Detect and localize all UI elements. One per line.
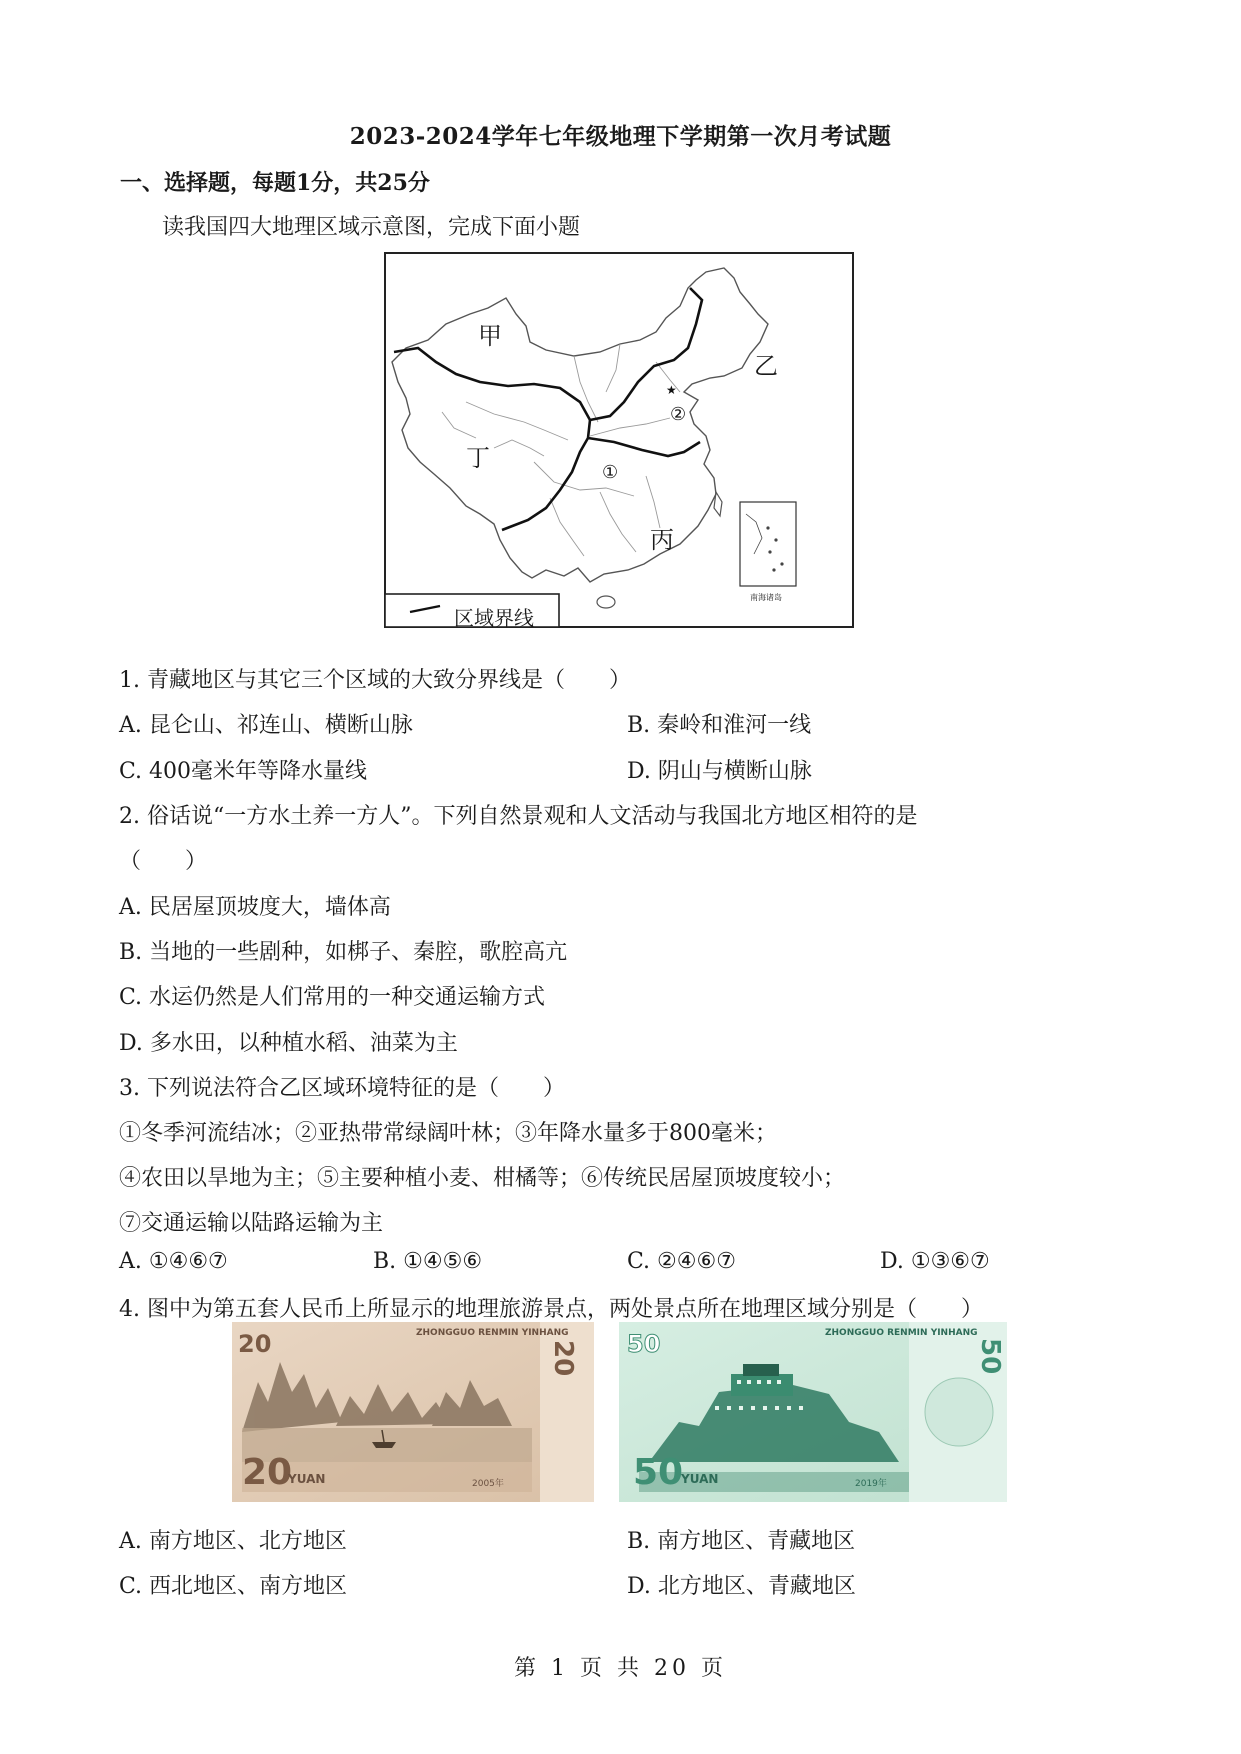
question-2-option-c: C. 水运仍然是人们常用的一种交通运输方式: [119, 985, 546, 1010]
marker-one: ①: [602, 462, 619, 483]
banknote-50-bank-name: ZHONGGUO RENMIN YINHANG: [825, 1328, 978, 1338]
legend-label: 区域界线: [454, 606, 534, 630]
page-title: 2023-2024学年七年级地理下学期第一次月考试题: [349, 123, 892, 150]
banknote-20-unit: YUAN: [288, 1472, 326, 1486]
region-label-jia: 甲: [478, 322, 502, 350]
question-4-option-a: A. 南方地区、北方地区: [119, 1529, 347, 1554]
question-3-statement-1: ①冬季河流结冰；②亚热带常绿阔叶林；③年降水量多于800毫米；: [119, 1121, 777, 1146]
intro-text: 读我国四大地理区域示意图，完成下面小题: [162, 215, 581, 240]
question-4-option-b: B. 南方地区、青藏地区: [627, 1529, 856, 1554]
question-3-option-d: D. ①③⑥⑦: [880, 1249, 990, 1274]
banknote-50-denomination-side: 50: [975, 1338, 1005, 1375]
question-3-option-b: B. ①④⑤⑥: [373, 1249, 483, 1274]
question-1-option-a: A. 昆仑山、祁连山、横断山脉: [119, 713, 413, 738]
banknote-20-denomination-top: 20: [238, 1330, 272, 1358]
banknote-50-unit: YUAN: [681, 1472, 719, 1486]
question-3-option-c: C. ②④⑥⑦: [627, 1249, 736, 1274]
banknote-20-bank-name: ZHONGGUO RENMIN YINHANG: [416, 1328, 569, 1338]
region-label-yi: 乙: [754, 352, 778, 380]
question-3-stem: 3. 下列说法符合乙区域环境特征的是（ ）: [119, 1076, 565, 1101]
question-2-stem-continued: （ ）: [119, 849, 208, 874]
question-3-option-a: A. ①④⑥⑦: [119, 1249, 228, 1274]
banknote-50-yuan: [619, 1322, 1007, 1502]
question-4-option-c: C. 西北地区、南方地区: [119, 1574, 348, 1599]
banknote-20-year: 2005年: [472, 1479, 504, 1489]
question-2-option-b: B. 当地的一些剧种，如梆子、秦腔，歌腔高亢: [119, 940, 568, 965]
banknote-20-denomination-side: 20: [548, 1340, 578, 1377]
question-1-stem: 1. 青藏地区与其它三个区域的大致分界线是（ ）: [119, 668, 631, 693]
banknote-20-denomination-large: 20: [242, 1452, 293, 1493]
question-2-option-a: A. 民居屋顶坡度大，墙体高: [119, 895, 391, 920]
banknote-50-watermark: [925, 1378, 993, 1446]
marker-two: ②: [670, 404, 687, 425]
question-2-option-d: D. 多水田，以种植水稻、油菜为主: [119, 1031, 458, 1056]
question-4-stem: 4. 图中为第五套人民币上所显示的地理旅游景点，两处景点所在地理区域分别是（ ）: [119, 1297, 983, 1322]
question-4-option-d: D. 北方地区、青藏地区: [627, 1574, 856, 1599]
banknote-20-boat-icon: [372, 1442, 396, 1448]
question-1-option-c: C. 400毫米年等降水量线: [119, 759, 368, 784]
china-regions-map: [384, 252, 854, 628]
region-label-ding: 丁: [466, 444, 490, 472]
banknote-20-yuan: [232, 1322, 594, 1502]
banknote-50-denomination-top: 50: [627, 1330, 661, 1358]
map-figure: [384, 252, 854, 628]
page-footer: 第 1 页 共 20 页: [514, 1656, 727, 1681]
capital-star-icon: ★: [666, 383, 677, 397]
question-3-statement-2: ④农田以旱地为主；⑤主要种植小麦、柑橘等；⑥传统民居屋顶坡度较小；: [119, 1166, 846, 1191]
question-1-option-d: D. 阴山与横断山脉: [627, 759, 812, 784]
question-2-stem: 2. 俗话说“一方水土养一方人”。下列自然景观和人文活动与我国北方地区相符的是: [119, 804, 918, 829]
section-heading: 一、选择题，每题1分，共25分: [120, 170, 430, 196]
inset-label: 南海诸岛: [750, 593, 782, 602]
question-1-option-b: B. 秦岭和淮河一线: [627, 713, 812, 738]
question-3-statement-3: ⑦交通运输以陆路运输为主: [119, 1211, 384, 1236]
region-label-bing: 丙: [650, 526, 674, 554]
banknote-50-denomination-large: 50: [633, 1452, 684, 1493]
banknote-50-year: 2019年: [855, 1479, 887, 1489]
